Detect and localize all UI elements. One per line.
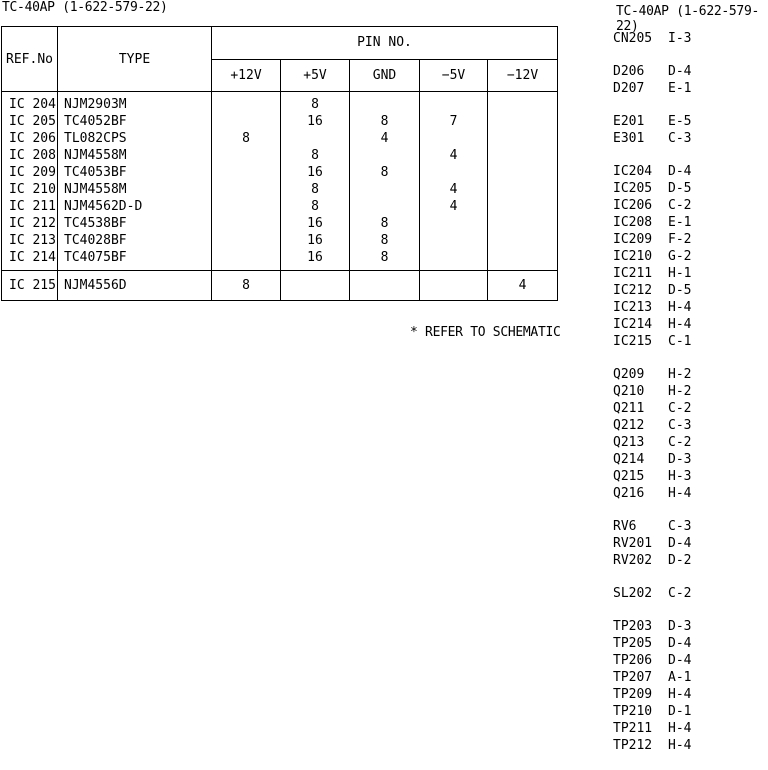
index-ref: TP207: [613, 670, 653, 685]
index-location: D-2: [668, 553, 692, 568]
index-group: [613, 518, 691, 569]
type-cell: NJM4562D-D: [64, 199, 143, 214]
ref-cell: IC 211: [9, 199, 56, 214]
type-cell: TC4075BF: [64, 250, 127, 265]
index-ref: TP211: [613, 721, 653, 736]
pin-cell: [488, 215, 557, 232]
pin-cell: [212, 198, 280, 215]
index-ref: Q210: [613, 384, 645, 399]
header-minus-5v: −5V: [420, 59, 488, 92]
index-row: [613, 485, 691, 502]
pin-cell: [281, 271, 350, 301]
type-cell: TC4052BF: [64, 114, 127, 129]
pin-cell: 4: [449, 148, 458, 163]
pin-cell: [212, 215, 280, 232]
index-ref: Q214: [613, 452, 645, 467]
index-ref: TP206: [613, 653, 653, 668]
index-ref: IC213: [613, 300, 653, 315]
index-ref: IC205: [613, 181, 653, 196]
index-ref: TP205: [613, 636, 653, 651]
pin-cell: 16: [307, 233, 323, 248]
index-location: D-4: [668, 636, 692, 651]
index-row: [613, 30, 691, 47]
pin-cell: 4: [449, 199, 458, 214]
index-location: C-2: [668, 198, 692, 213]
footnote: * REFER TO SCHEMATIC: [410, 325, 561, 340]
pin-cell: 16: [307, 250, 323, 265]
pin-cell: 8: [311, 97, 319, 112]
index-location: G-2: [668, 249, 692, 264]
pin-cell: 16: [307, 114, 323, 129]
index-location: H-4: [668, 721, 692, 736]
index-location: H-1: [668, 266, 692, 281]
pin-cell: [212, 232, 280, 249]
index-row: [613, 686, 691, 703]
pin-table: [1, 26, 558, 301]
index-row: [613, 635, 691, 652]
index-location: A-1: [668, 670, 692, 685]
index-ref: Q212: [613, 418, 645, 433]
gnd-column: [350, 92, 420, 271]
index-ref: IC208: [613, 215, 653, 230]
pin-cell: 4: [380, 131, 389, 146]
index-group: [613, 366, 691, 502]
ref-cell: IC 204: [9, 97, 56, 112]
ref-cell: IC 212: [9, 216, 56, 231]
index-row: [613, 518, 691, 535]
table-row: [2, 271, 558, 301]
index-location: F-2: [668, 232, 692, 247]
index-row: [613, 468, 691, 485]
index-group: [613, 618, 691, 754]
index-ref: Q209: [613, 367, 645, 382]
index-ref: RV6: [613, 519, 637, 534]
index-row: [613, 451, 691, 468]
index-ref: TP203: [613, 619, 653, 634]
pin-cell: 16: [307, 165, 323, 180]
type-cell: TC4028BF: [64, 233, 127, 248]
index-location: D-4: [668, 64, 692, 79]
pin-cell: [212, 181, 280, 198]
pin-cell: [212, 96, 280, 113]
pin-cell: [488, 249, 557, 266]
index-group: [613, 163, 691, 350]
index-ref: E301: [613, 131, 645, 146]
pin-cell: [488, 232, 557, 249]
index-title: TC-40AP (1-622-579-22): [616, 4, 760, 34]
index-row: [613, 703, 691, 720]
minus-12v-column: [488, 92, 558, 271]
index-location: D-5: [668, 283, 692, 298]
header-ref-no: REF.No: [2, 27, 58, 92]
index-row: [613, 585, 691, 602]
index-row: [613, 737, 691, 754]
index-ref: IC215: [613, 334, 653, 349]
index-group: [613, 30, 691, 47]
index-location: D-4: [668, 536, 692, 551]
index-ref: Q215: [613, 469, 645, 484]
pin-cell: [420, 164, 487, 181]
ref-column: [2, 92, 58, 271]
index-location: C-2: [668, 586, 692, 601]
ref-cell: IC 210: [9, 182, 56, 197]
index-row: [613, 316, 691, 333]
pin-cell: [212, 164, 280, 181]
minus-5v-column: [420, 92, 488, 271]
type-cell: NJM2903M: [64, 97, 127, 112]
pin-cell: [212, 147, 280, 164]
index-ref: D207: [613, 81, 645, 96]
pin-cell: 8: [311, 148, 319, 163]
index-row: [613, 248, 691, 265]
index-row: [613, 552, 691, 569]
pin-cell: 8: [242, 131, 250, 146]
index-group: [613, 585, 691, 602]
header-minus-12v: −12V: [488, 59, 558, 92]
index-ref: IC206: [613, 198, 653, 213]
index-location: H-4: [668, 738, 692, 753]
pin-cell: [488, 198, 557, 215]
type-cell: TC4053BF: [64, 165, 127, 180]
index-location: I-3: [668, 31, 692, 46]
pin-cell: [488, 96, 557, 113]
index-row: [613, 180, 691, 197]
pin-cell: 8: [311, 199, 319, 214]
pin-cell: 16: [307, 216, 323, 231]
index-row: [613, 720, 691, 737]
index-row: [613, 652, 691, 669]
type-cell: NJM4558M: [64, 182, 127, 197]
index-ref: TP209: [613, 687, 653, 702]
document-title: TC-40AP (1-622-579-22): [2, 0, 168, 15]
pin-cell: 7: [449, 114, 458, 129]
pin-cell: [420, 96, 487, 113]
type-cell: NJM4558M: [64, 148, 127, 163]
index-ref: E201: [613, 114, 645, 129]
pin-cell: 8: [380, 165, 389, 180]
index-row: [613, 417, 691, 434]
index-location: C-3: [668, 519, 692, 534]
index-location: H-2: [668, 367, 692, 382]
index-row: [613, 299, 691, 316]
pin-cell: [488, 113, 557, 130]
header-plus-12v: +12V: [212, 59, 281, 92]
index-group: [613, 63, 691, 97]
parts-location-index: [613, 30, 691, 770]
pin-cell: [420, 249, 487, 266]
header-plus-5v: +5V: [281, 59, 350, 92]
pin-cell: 8: [380, 250, 389, 265]
index-ref: IC210: [613, 249, 653, 264]
index-row: [613, 197, 691, 214]
index-ref: Q211: [613, 401, 645, 416]
index-row: [613, 282, 691, 299]
pin-cell: 8: [380, 114, 389, 129]
index-row: [613, 333, 691, 350]
index-location: C-3: [668, 418, 692, 433]
index-ref: TP212: [613, 738, 653, 753]
type-cell: TL082CPS: [64, 131, 127, 146]
pin-cell: [420, 215, 487, 232]
index-row: [613, 130, 691, 147]
pin-cell: [488, 164, 557, 181]
index-ref: D206: [613, 64, 645, 79]
index-location: D-5: [668, 181, 692, 196]
index-ref: RV202: [613, 553, 653, 568]
index-ref: SL202: [613, 586, 653, 601]
index-location: H-4: [668, 687, 692, 702]
index-row: [613, 618, 691, 635]
index-location: C-3: [668, 131, 692, 146]
index-ref: TP210: [613, 704, 653, 719]
header-type: TYPE: [58, 27, 212, 92]
ref-cell: IC 214: [9, 250, 56, 265]
pin-cell: [350, 198, 419, 215]
pin-cell: [212, 113, 280, 130]
index-row: [613, 434, 691, 451]
index-location: H-4: [668, 486, 692, 501]
index-location: E-5: [668, 114, 692, 129]
index-location: D-3: [668, 452, 692, 467]
type-cell: TC4538BF: [64, 216, 127, 231]
index-ref: IC212: [613, 283, 653, 298]
pin-cell: [350, 271, 420, 301]
pin-cell: 4: [449, 182, 458, 197]
pin-cell: [350, 181, 419, 198]
ref-cell: IC 205: [9, 114, 56, 129]
pin-cell: [281, 130, 349, 147]
index-row: [613, 265, 691, 282]
index-location: D-4: [668, 653, 692, 668]
pin-cell: [420, 130, 487, 147]
pin-cell: [420, 232, 487, 249]
index-ref: Q213: [613, 435, 645, 450]
pin-cell: [212, 249, 280, 266]
index-ref: Q216: [613, 486, 645, 501]
index-location: H-4: [668, 317, 692, 332]
index-location: D-4: [668, 164, 692, 179]
index-row: [613, 214, 691, 231]
ref-cell: IC 209: [9, 165, 56, 180]
index-row: [613, 400, 691, 417]
pin-cell: [488, 130, 557, 147]
index-row: [613, 231, 691, 248]
pin-cell: 8: [311, 182, 319, 197]
index-location: H-4: [668, 300, 692, 315]
ref-cell: IC 208: [9, 148, 56, 163]
ref-cell: IC 213: [9, 233, 56, 248]
index-location: D-1: [668, 704, 692, 719]
index-ref: CN205: [613, 31, 653, 46]
index-location: E-1: [668, 215, 692, 230]
type-column: [58, 92, 212, 271]
index-location: C-2: [668, 401, 692, 416]
header-pin-no: PIN NO.: [212, 27, 558, 60]
index-row: [613, 535, 691, 552]
table-row: [2, 92, 558, 271]
index-location: H-2: [668, 384, 692, 399]
index-location: C-2: [668, 435, 692, 450]
index-ref: IC214: [613, 317, 653, 332]
ref-cell: IC 206: [9, 131, 56, 146]
pin-cell: [350, 96, 419, 113]
ref-cell: IC 215: [2, 271, 58, 301]
index-location: D-3: [668, 619, 692, 634]
pin-cell: [488, 147, 557, 164]
index-row: [613, 366, 691, 383]
index-row: [613, 113, 691, 130]
pin-cell: 8: [380, 233, 389, 248]
plus-5v-column: [281, 92, 350, 271]
index-location: C-1: [668, 334, 692, 349]
index-location: H-3: [668, 469, 692, 484]
index-ref: IC204: [613, 164, 653, 179]
index-row: [613, 63, 691, 80]
index-ref: IC211: [613, 266, 653, 281]
pin-cell: [350, 147, 419, 164]
pin-cell: [420, 271, 488, 301]
index-row: [613, 669, 691, 686]
index-ref: RV201: [613, 536, 653, 551]
pin-cell: 8: [212, 271, 281, 301]
index-row: [613, 80, 691, 97]
index-row: [613, 383, 691, 400]
index-location: E-1: [668, 81, 692, 96]
index-ref: IC209: [613, 232, 653, 247]
index-group: [613, 113, 691, 147]
pin-cell: 4: [488, 271, 558, 301]
header-gnd: GND: [350, 59, 420, 92]
pin-cell: [488, 181, 557, 198]
pin-cell: 8: [380, 216, 389, 231]
index-row: [613, 163, 691, 180]
type-cell: NJM4556D: [58, 271, 212, 301]
plus-12v-column: [212, 92, 281, 271]
